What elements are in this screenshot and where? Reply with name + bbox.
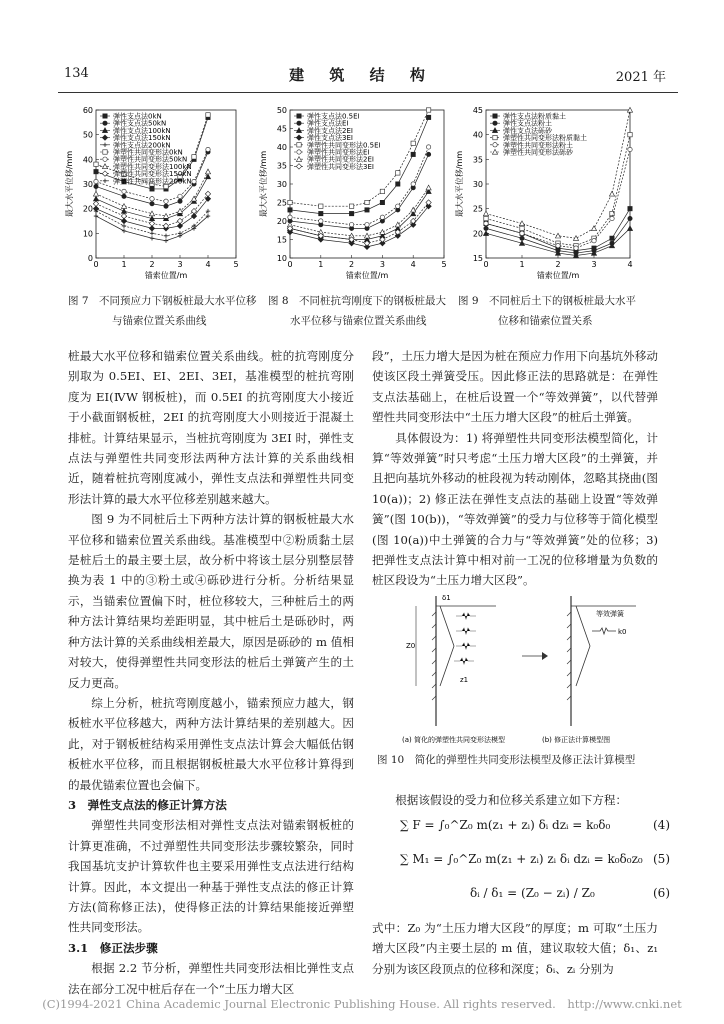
- data-point: [93, 201, 98, 206]
- figure-10-diagram: [396, 586, 658, 746]
- legend-marker: [493, 143, 497, 147]
- legend-entry: 弹性支点法EI: [307, 119, 349, 128]
- spring-label: 等效弹簧: [596, 610, 624, 618]
- legend-marker: [103, 114, 107, 118]
- legend-marker: [103, 179, 107, 183]
- data-point: [121, 204, 126, 209]
- equation-6: δᵢ / δ₁ = (Z₀ − zᵢ) / Z₀: [470, 886, 595, 900]
- data-point: [426, 115, 430, 119]
- legend-entry: 弹性支点法2EI: [307, 126, 353, 135]
- data-point: [94, 162, 98, 166]
- y-tick-label: 25: [276, 198, 287, 208]
- rotated-segment-b: [576, 606, 590, 686]
- y-tick-label: 10: [276, 254, 287, 263]
- data-point: [149, 221, 154, 226]
- legend-marker: [103, 150, 107, 154]
- data-point: [349, 223, 353, 227]
- figure-7-chart: [62, 98, 244, 286]
- data-point: [122, 224, 126, 228]
- data-point: [319, 211, 323, 215]
- data-point: [520, 226, 524, 230]
- z0-label: Z0: [406, 642, 416, 650]
- y-tick-label: 20: [472, 229, 483, 239]
- data-point: [555, 233, 560, 238]
- data-point: [483, 211, 488, 216]
- caption-line: 与锚索位置关系曲线: [112, 315, 207, 327]
- data-point: [628, 132, 632, 136]
- equation-notes: [372, 918, 658, 979]
- data-point: [121, 213, 126, 218]
- data-point: [205, 169, 210, 174]
- journal-title: 建 筑 结 构: [289, 66, 435, 84]
- figure-8-chart: [256, 98, 452, 286]
- data-point: [411, 207, 416, 212]
- data-point: [349, 211, 353, 215]
- legend-entry: 弹性支点法0kN: [113, 112, 162, 121]
- legend-marker: [492, 149, 497, 154]
- caption-line: 水平位移与锚索位置关系曲线: [290, 315, 427, 327]
- data-point: [396, 204, 400, 208]
- y-axis-label: 最大水平位移/mm: [65, 150, 74, 218]
- series-line: [290, 191, 429, 239]
- data-point: [178, 194, 182, 198]
- data-point: [380, 200, 384, 204]
- data-point: [164, 239, 168, 243]
- data-point: [164, 199, 168, 203]
- data-point: [380, 230, 385, 235]
- legend-marker: [297, 121, 301, 125]
- x-tick-label: 0: [287, 260, 293, 269]
- delta1-label: δ1: [442, 594, 451, 602]
- x-tick-label: 0: [483, 260, 489, 269]
- diagram-label-b: (b) 修正法计算模型图: [542, 736, 611, 744]
- x-tick-label: 4: [627, 260, 633, 269]
- legend-entry: 弹塑性共同变形法50kN: [113, 155, 188, 164]
- data-point: [150, 236, 154, 240]
- y-axis-label: 最大水平位移/mm: [259, 150, 268, 218]
- data-point: [319, 219, 323, 223]
- caption-line: 图 7 不同预应力下钢板桩最大水平位移: [68, 295, 257, 307]
- data-point: [150, 197, 154, 201]
- paragraph: 综上分析，桩抗弯刚度越小，锚索预应力越大，钢板桩水平位移越大，两种方法计算结果的差别越大。因此，对于钢板桩结构采用弹性支点法计算会大幅低估钢板桩水平位移，而且根据钢板桩最大水平位移计算得到的最优锚索位置也会偏下。: [68, 695, 354, 792]
- soil-springs-a: [454, 613, 476, 664]
- figure-8-caption: [268, 291, 468, 331]
- y-tick-label: 10: [82, 229, 93, 239]
- data-point: [627, 226, 632, 231]
- legend-marker: [102, 135, 107, 140]
- data-point: [206, 113, 210, 117]
- data-point: [365, 200, 369, 204]
- legend-entry: 弹性支点法0.5EI: [307, 112, 360, 121]
- equation-6-number: (6): [653, 886, 670, 900]
- legend-entry: 弹塑性共同变形法粉土: [503, 141, 573, 150]
- legend-marker: [493, 135, 497, 139]
- x-tick-label: 1: [121, 260, 127, 269]
- legend-entry: 弹塑性共同变形法100kN: [113, 162, 192, 171]
- data-point: [192, 155, 196, 159]
- y-tick-label: 20: [276, 217, 287, 226]
- caption-line: 图 9 不同桩后土下的钢板桩最大水平: [458, 295, 637, 307]
- legend-entry: 弹塑性共同变形法2EI: [307, 155, 374, 164]
- figure-10-caption: 图 10 简化的弹塑性共同变形法模型及修正法计算模型: [377, 754, 636, 766]
- paragraph: 图 9 为不同桩后土下两种方法计算的钢板桩最大水平位移和锚索位置关系曲线。基准模型中②粉质黏土层是桩后土的最主要土层，故分析中将该土层分别整层替换为表 1 中的③粉土或④砾砂进行分析。分析结果显示，当锚索位置偏下时，桩位移较大，三种桩后土的两种方法计算结果均差距明显，其中桩后土是砾砂时，两种方法计算的关系曲线相差最大，原因是砾砂的 m 值相对较大，使得弹塑性共同变形法的桩后土弹簧产生的土反力更高。: [68, 512, 354, 690]
- legend-entry: 弹塑性共同变形法150kN: [113, 170, 192, 179]
- figure-9: [452, 98, 638, 286]
- data-point: [591, 226, 596, 231]
- y-tick-label: 15: [472, 254, 483, 263]
- legend-entry: 弹性支点法粉土: [503, 119, 552, 128]
- data-point: [164, 234, 168, 238]
- data-point: [288, 200, 292, 204]
- y-tick-label: 25: [472, 204, 483, 214]
- data-point: [349, 204, 353, 208]
- diagram-label-a: (a) 简化的弹塑性共同变形法模型: [402, 736, 505, 744]
- x-axis-label: 锚索位置/m: [144, 271, 188, 280]
- x-tick-label: 3: [379, 260, 385, 269]
- legend-entry: 弹塑性共同变形法200kN: [113, 177, 192, 186]
- legend-marker: [493, 121, 497, 125]
- data-point: [178, 199, 182, 203]
- y-tick-label: 30: [472, 180, 483, 189]
- legend-marker: [296, 157, 301, 162]
- data-point: [396, 171, 400, 175]
- y-tick-label: 35: [276, 161, 287, 171]
- x-tick-label: 0: [93, 260, 99, 269]
- data-point: [396, 182, 400, 186]
- y-tick-label: 45: [472, 106, 483, 115]
- y-tick-label: 40: [472, 130, 483, 140]
- page-number: 134: [64, 66, 89, 81]
- data-point: [191, 208, 196, 213]
- data-point: [365, 208, 369, 212]
- equivalent-spring: [592, 628, 616, 634]
- data-point: [205, 191, 210, 196]
- legend-marker: [102, 164, 107, 169]
- legend-marker: [296, 164, 301, 169]
- x-tick-label: 2: [349, 260, 355, 269]
- data-point: [628, 206, 632, 210]
- figure-10-svg: [396, 586, 658, 746]
- x-tick-label: 5: [441, 260, 447, 269]
- data-point: [610, 216, 614, 220]
- data-point: [520, 231, 524, 235]
- data-point: [365, 223, 369, 227]
- paragraph: 段”，土压力增大是因为桩在预应力作用下向基坑外移动使该区段土弹簧受压。因此修正法的思路就是：在弹性支点法基础上，在桩后设置一个“等效弹簧”，以代替弹塑性共同变形法中“土压力增大区段”的桩后土弹簧。: [372, 349, 658, 425]
- paragraph: 具体假设为：1) 将弹塑性共同变形法模型简化，计算“等效弹簧”时只考虑“土压力增大区段”的土弹簧，并且把向基坑外移动的桩段视为转动刚体，忽略其挠曲(图 10(a))；2) 修正法在弹性支点法的基础上设置“等效弹簧”(图 10(b))，“等效弹簧”的受力与位移等于简化模型(图 10(a))中土弹簧的合力与“等效弹簧”处的位移；3) 把弹性支点法计算中相对前一工况的位移增量为负数的桩区段设为“土压力增大区段”。: [372, 430, 658, 588]
- data-point: [426, 185, 431, 190]
- data-point: [122, 194, 126, 198]
- hatch-a: [432, 612, 436, 700]
- x-tick-label: 5: [233, 260, 239, 269]
- legend-marker: [103, 157, 107, 161]
- x-axis-label: 锚索位置/m: [345, 271, 389, 280]
- legend-entry: 弹性支点法150kN: [113, 134, 171, 143]
- caption-line: 位移和锚索位置关系: [498, 315, 593, 327]
- data-point: [484, 226, 488, 230]
- legend-entry: 弹塑性共同变形法砾砂: [503, 148, 573, 157]
- data-point: [610, 236, 614, 240]
- legend-entry: 弹塑性共同变形法0.5EI: [307, 141, 381, 150]
- legend-entry: 弹性支点法3EI: [307, 134, 353, 143]
- paragraph: 桩最大水平位移和锚索位置关系曲线。桩的抗弯刚度分别取为 0.5EI、EI、2EI、3EI，基准模型的桩抗弯刚度为 EI(ⅣW 钢板桩)，而 0.5EI 的抗弯刚度大小接近于小截面钢板桩，2EI 的抗弯刚度大小则接近于混凝土排桩。计算结果显示，当桩抗弯刚度为 3EI 时，弹性支点法与弹塑性共同变形法两种方法计算的关系曲线相近，随着桩抗弯刚度减小，弹性支点法和弹塑性共同变形法计算的最大水平位移差别越来越大。: [68, 349, 354, 506]
- y-tick-label: 30: [276, 180, 287, 189]
- x-tick-label: 3: [177, 260, 183, 269]
- data-point: [380, 189, 384, 193]
- x-tick-label: 3: [591, 260, 597, 269]
- equation-5: ∑ M₁ = ∫₀^Z₀ m(z₁ + zᵢ) zᵢ δᵢ dzᵢ = k₀δ₀z₀: [400, 852, 643, 866]
- caption-line: 图 8 不同桩抗弯刚度下的钢板桩最大: [268, 295, 447, 307]
- legend-marker: [296, 135, 301, 140]
- data-point: [288, 215, 292, 219]
- y-tick-label: 20: [82, 204, 93, 214]
- legend-marker: [103, 121, 107, 125]
- data-point: [411, 141, 415, 145]
- legend-entry: 弹塑性共同变形法0kN: [113, 148, 183, 157]
- data-point: [364, 233, 369, 238]
- figure-9-caption: [458, 291, 678, 331]
- legend-entry: 弹性支点法200kN: [113, 141, 171, 150]
- data-point: [484, 216, 488, 220]
- data-point: [122, 229, 126, 233]
- data-point: [150, 187, 154, 191]
- paragraph: 根据该假设的受力和位移关系建立如下方程：: [395, 793, 628, 807]
- legend-entry: 弹塑性共同变形法3EI: [307, 162, 374, 171]
- legend-marker: [297, 114, 301, 118]
- data-point: [93, 191, 98, 196]
- section-heading: 3 弹性支点法的修正计算方法: [68, 797, 227, 812]
- data-point: [426, 152, 430, 156]
- paragraph: 弹塑性共同变形法相对弹性支点法对锚索钢板桩的计算更准确，不过弹塑性共同变形法步骤较繁杂，同时我国基坑支护计算软件也主要采用弹性支点法进行结构计算。因此，本文提出一种基于弹性支点法的修正计算方法(简称修正法)，使得修正法的计算结果能接近弹塑性共同变形法。: [68, 818, 354, 935]
- y-tick-label: 50: [276, 106, 287, 115]
- legend-marker: [493, 114, 497, 118]
- data-point: [94, 169, 98, 173]
- data-point: [411, 182, 415, 186]
- data-point: [484, 221, 488, 225]
- data-point: [609, 191, 614, 196]
- x-axis-label: 锚索位置/m: [536, 271, 580, 280]
- legend-entry: 弹塑性共同变形法粉质黏土: [503, 134, 587, 143]
- y-tick-label: 15: [276, 235, 287, 245]
- data-point: [121, 209, 126, 214]
- k-label: k0: [618, 628, 627, 636]
- rotated-segment-a: [440, 606, 454, 686]
- paragraph: 式中：Z₀ 为“土压力增大区段”的厚度；m 可取“土压力增大区段”内主要土层的 m 值，建议取较大值；δ₁、z₁ 分别为该区段顶点的位移和深度；δᵢ、zᵢ 分别为: [372, 921, 658, 976]
- data-point: [150, 202, 154, 206]
- data-point: [592, 239, 596, 243]
- data-point: [426, 145, 430, 149]
- data-point: [93, 196, 98, 201]
- right-column: [372, 346, 658, 591]
- data-point: [192, 179, 196, 183]
- y-tick-label: 45: [276, 124, 287, 134]
- page-header: [46, 58, 678, 86]
- arrow-icon: [542, 652, 548, 660]
- data-point: [411, 152, 415, 156]
- publication-year: 2021 年: [615, 70, 666, 85]
- equation-4: ∑ F = ∫₀^Z₀ m(z₁ + zᵢ) δᵢ dzᵢ = k₀δ₀: [400, 818, 611, 832]
- figure-9-chart: [452, 98, 638, 286]
- y-tick-label: 50: [82, 130, 93, 140]
- x-tick-label: 4: [410, 260, 416, 269]
- y-tick-label: 60: [82, 106, 93, 115]
- y-tick-label: 30: [82, 180, 93, 189]
- equation-4-number: (4): [653, 818, 670, 832]
- data-point: [520, 236, 524, 240]
- left-column: [68, 346, 354, 999]
- copyright-footer: (C)1994-2021 China Academic Journal Electronic Publishing House. All rights reserved. http://www.cnki.net: [42, 997, 682, 1011]
- data-point: [574, 246, 578, 250]
- subsection-heading: 3.1 修正法步骤: [68, 940, 158, 955]
- legend-marker: [103, 143, 107, 147]
- y-tick-label: 40: [82, 155, 93, 165]
- z1-label: z1: [460, 676, 469, 684]
- data-point: [177, 218, 182, 223]
- y-tick-label: 0: [87, 254, 93, 263]
- data-point: [319, 204, 323, 208]
- header-rule: [58, 92, 678, 93]
- y-tick-label: 35: [472, 155, 483, 165]
- data-point: [94, 214, 98, 218]
- x-tick-label: 2: [555, 260, 561, 269]
- data-point: [150, 231, 154, 235]
- legend-entry: 弹性支点法砾砂: [503, 126, 552, 135]
- data-point: [628, 147, 632, 151]
- legend-entry: 弹性支点法粉质黏土: [503, 112, 566, 121]
- legend-marker: [297, 150, 301, 154]
- data-point: [556, 243, 560, 247]
- legend-marker: [297, 143, 301, 147]
- data-point: [94, 184, 98, 188]
- x-tick-label: 4: [205, 260, 211, 269]
- y-tick-label: 40: [276, 143, 287, 152]
- data-point: [628, 216, 632, 220]
- legend-entry: 弹塑性共同变形法EI: [307, 148, 370, 157]
- data-point: [122, 189, 126, 193]
- legend-entry: 弹性支点法100kN: [113, 126, 171, 135]
- data-point: [426, 108, 430, 112]
- x-tick-label: 1: [318, 260, 324, 269]
- figure-7: [62, 98, 244, 286]
- equation-intro: [372, 790, 658, 810]
- data-point: [206, 147, 210, 151]
- x-tick-label: 1: [519, 260, 525, 269]
- data-point: [288, 208, 292, 212]
- data-point: [94, 179, 98, 183]
- legend-entry: 弹性支点法50kN: [113, 119, 167, 128]
- equation-5-number: (5): [653, 852, 670, 866]
- y-axis-label: 最大水平位移/mm: [455, 150, 464, 218]
- figure-8: [256, 98, 452, 286]
- data-point: [164, 204, 168, 208]
- paragraph: 根据 2.2 节分析，弹塑性共同变形法相比弹性支点法在部分工况中桩后存在一个“土压力增大区: [68, 961, 354, 996]
- data-point: [380, 215, 384, 219]
- figure-7-caption: [68, 291, 268, 331]
- x-tick-label: 2: [149, 260, 155, 269]
